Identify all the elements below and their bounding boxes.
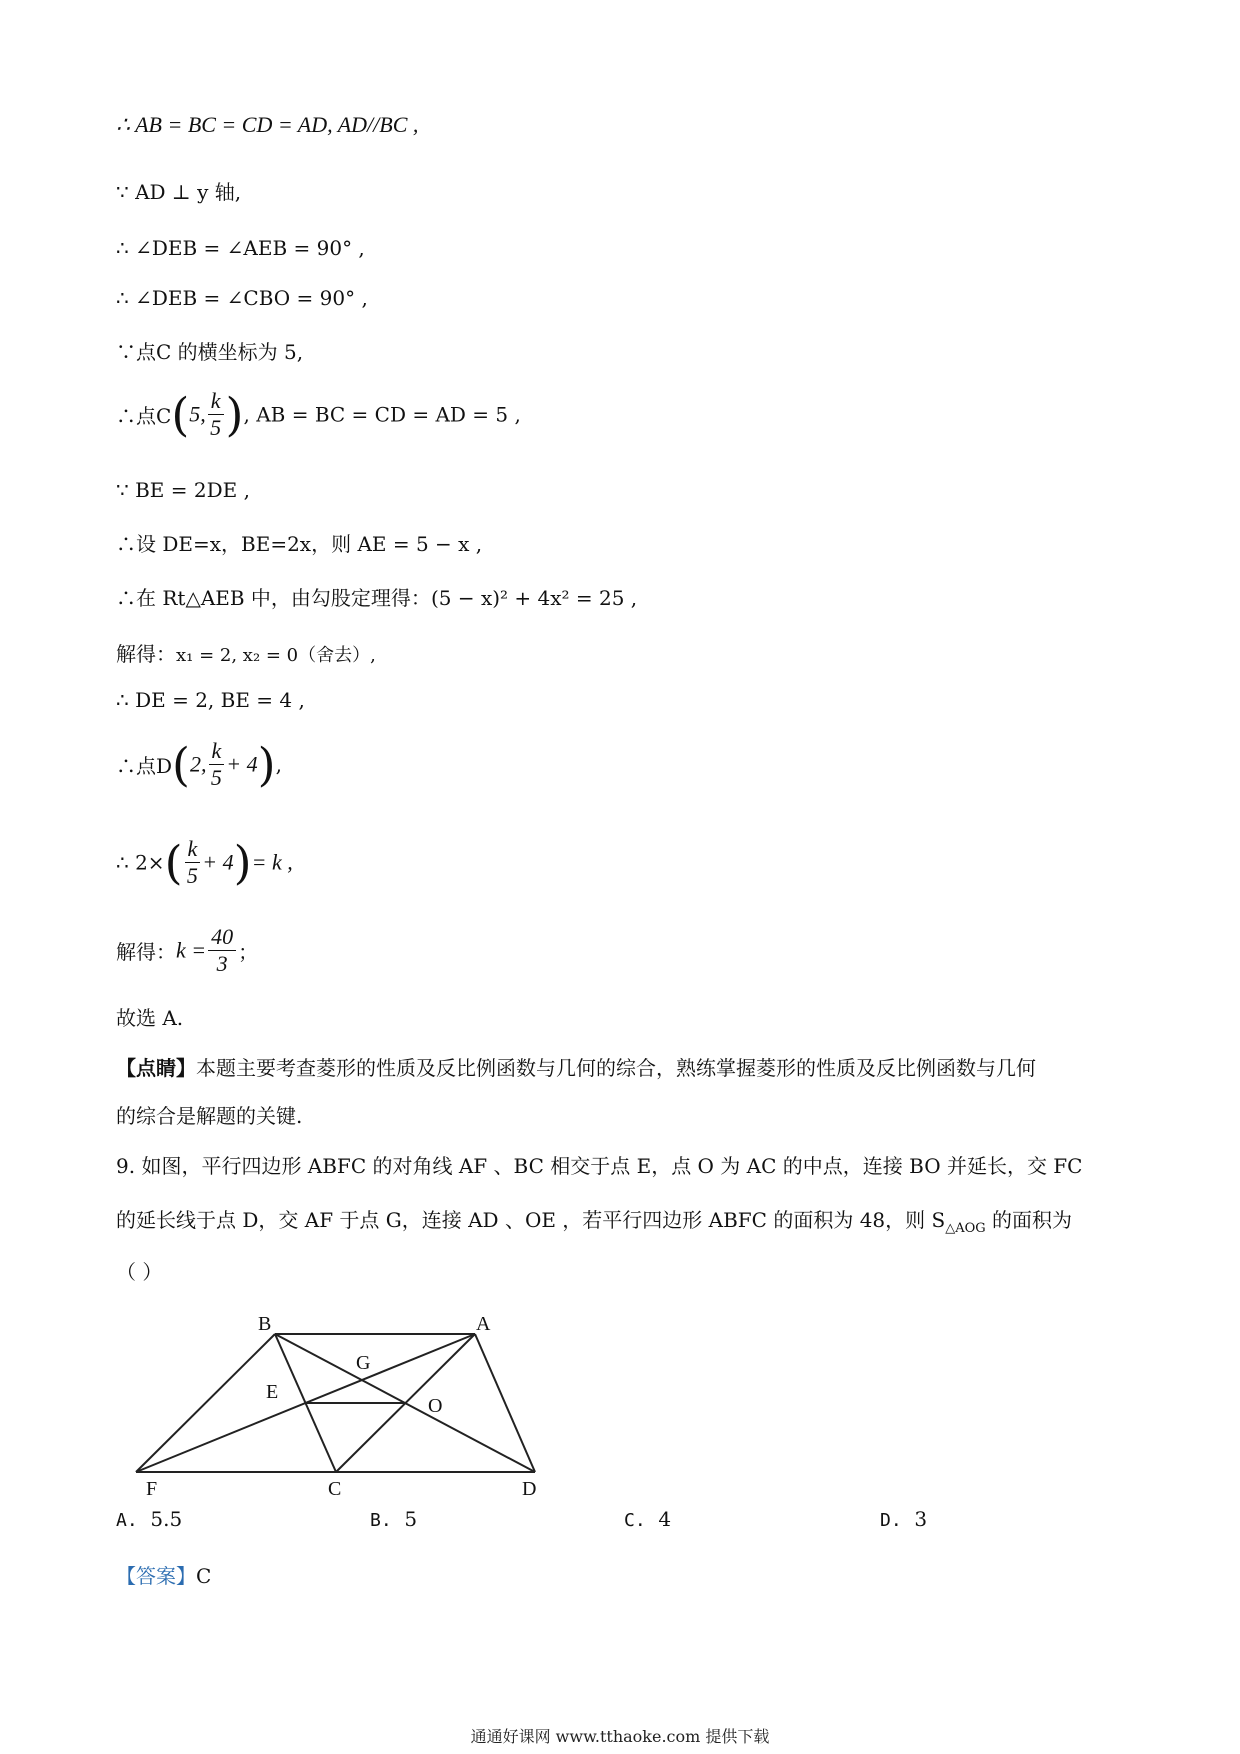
footer: 通通好课网 www.tthaoke.com 提供下载 [470,1727,770,1746]
step-6: ∴点C(5, $\frac{k}{5}$ ), AB = BC = CD = AD = 5 , [116,387,521,442]
label-F: F [146,1478,158,1500]
option-c: C. 4 [624,1507,672,1531]
label-D: D [522,1478,537,1500]
dianjing-line-2: 的综合是解题的关键. [116,1104,303,1128]
option-b: B. 5 [370,1507,418,1531]
option-a: A. 5.5 [116,1507,183,1531]
step-11: ∴ DE = 2, BE = 4 , [116,688,305,712]
option-d: D. 3 [880,1507,928,1531]
step-8: ∴设 DE=x，BE=2x，则 AE = 5 − x , [116,532,483,556]
step-9: ∴在 Rt△AEB 中，由勾股定理得：(5 − x)² + 4x² = 25 , [116,586,638,610]
step-2: ∵ AD ⊥ y 轴, [116,180,242,204]
label-E: E [266,1381,279,1403]
step-13: ∴ 2×( $\frac{k}{5}$ + 4)= k , [116,835,293,890]
label-B: B [258,1313,272,1335]
dianjing-line-1: 【点睛】本题主要考查菱形的性质及反比例函数与几何的综合，熟练掌握菱形的性质及反比例函数与几何 [116,1056,1036,1080]
step-1: ∴ AB = BC = CD = AD, AD//BC , [116,112,419,137]
step-4: ∴ ∠DEB = ∠CBO = 90° , [116,286,368,310]
step-3: ∴ ∠DEB = ∠AEB = 90° , [116,236,365,260]
label-A: A [476,1313,491,1335]
step-12: ∴点D(2, $\frac{k}{5}$ + 4), [116,737,282,792]
step-14: 解得：k = $\frac{40}{3}$ ； [116,924,259,976]
step-10: 解得：x₁ = 2, x₂ = 0（舍去）, [116,642,376,666]
answer: 【答案】C [116,1564,212,1588]
step-5: ∵点C 的横坐标为 5, [116,340,304,364]
geometry-figure [120,1310,560,1500]
label-G: G [356,1352,371,1374]
label-C: C [328,1478,342,1500]
question-line-3: （ ） [116,1260,163,1284]
question-line-2: 的延长线于点 D，交 AF 于点 G，连接 AD 、OE ，若平行四边形 ABFC 的面积为 48，则 $S_{\triangle AOG}$ 的面积为 [116,1208,1073,1236]
label-O: O [428,1395,443,1417]
step-7: ∵ BE = 2DE , [116,478,250,502]
question-line-1: 9. 如图，平行四边形 ABFC 的对角线 AF 、BC 相交于点 E，点 O 为 AC 的中点，连接 BO 并延长，交 FC [116,1154,1083,1178]
step-15: 故选 A. [116,1006,184,1030]
